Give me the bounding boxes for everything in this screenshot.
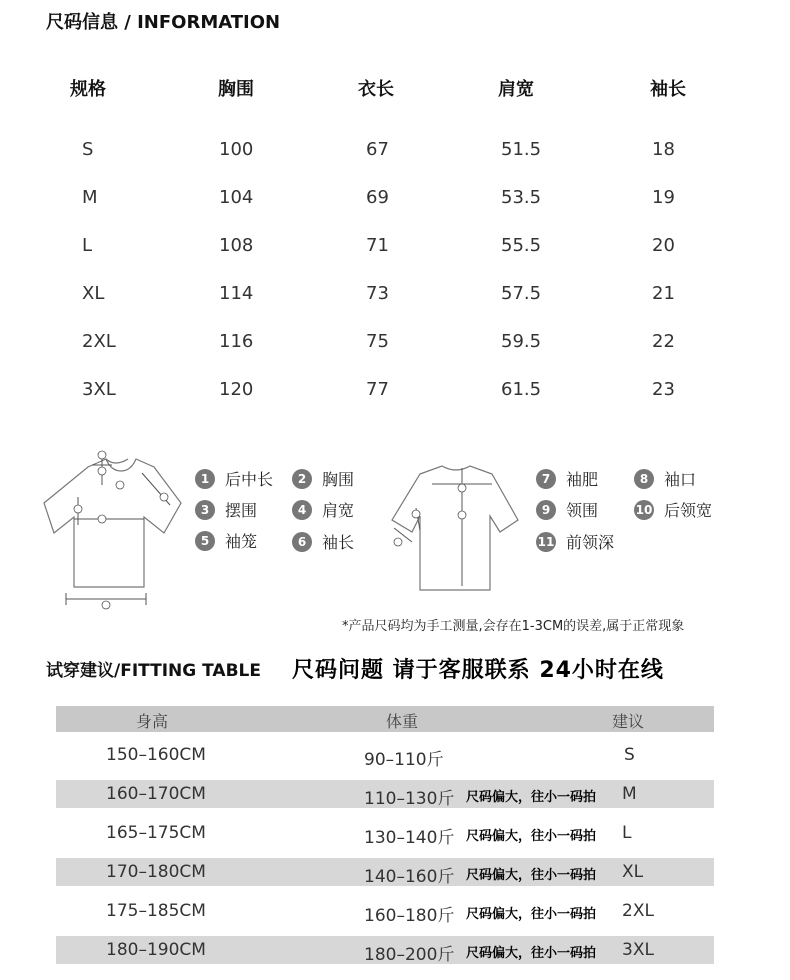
cell-length: 67 (366, 139, 389, 160)
table-row (56, 936, 714, 964)
legend-number: 1 (195, 469, 215, 489)
legend-label: 袖长 (322, 533, 355, 552)
cell-chest: 104 (219, 187, 254, 208)
cell-height: 175–185CM (106, 901, 206, 921)
fitting-table-header (56, 706, 714, 732)
cell-shoulder: 55.5 (501, 235, 542, 256)
cell-tip: 尺码偏大，往小一码拍 (466, 829, 597, 844)
legend-label: 胸围 (322, 470, 355, 489)
cell-weight: 130–140斤 (364, 828, 455, 848)
cell-height: 160–170CM (106, 784, 206, 804)
legend-number: 9 (536, 500, 556, 520)
tshirt-back-diagram (386, 460, 526, 595)
cell-height: 165–175CM (106, 823, 206, 843)
cell-shoulder: 51.5 (501, 139, 542, 160)
cell-size: XL (622, 862, 644, 882)
cell-weight: 160–180斤 (364, 906, 455, 926)
cell-shoulder: 53.5 (501, 187, 542, 208)
legend-item (536, 467, 598, 490)
legend-item (195, 529, 257, 552)
cell-size: S (624, 745, 635, 765)
legend-item (292, 498, 354, 521)
measurement-note: *产品尺码均为手工测量,会存在1-3CM的误差,属于正常现象 (342, 619, 685, 634)
legend-number: 5 (195, 531, 215, 551)
cell-shoulder: 59.5 (501, 331, 542, 352)
cell-chest: 108 (219, 235, 254, 256)
legend-label: 后领宽 (664, 501, 713, 520)
cell-shoulder: 61.5 (501, 379, 542, 400)
header-length: 衣长 (358, 79, 394, 100)
cell-weight: 90–110斤 (364, 750, 444, 770)
legend-item (195, 467, 273, 490)
cell-size: 3XL (622, 940, 654, 960)
cell-size: 2XL (82, 331, 116, 352)
table-row (56, 780, 714, 808)
cell-size: S (82, 139, 94, 160)
cell-chest: 114 (219, 283, 254, 304)
legend-number: 8 (634, 469, 654, 489)
cell-sleeve: 20 (652, 235, 675, 256)
cell-sleeve: 19 (652, 187, 675, 208)
cell-size: L (82, 235, 93, 256)
cell-tip: 尺码偏大，往小一码拍 (466, 907, 597, 922)
cell-height: 180–190CM (106, 940, 206, 960)
cell-height: 150–160CM (106, 745, 206, 765)
cell-sleeve: 22 (652, 331, 675, 352)
cell-weight: 180–200斤 (364, 945, 455, 965)
legend-item (292, 530, 354, 553)
cell-size: M (622, 784, 637, 804)
table-row (56, 858, 714, 886)
cell-size: 2XL (622, 901, 654, 921)
legend-label: 袖口 (664, 470, 697, 489)
legend-number: 6 (292, 532, 312, 552)
header-shoulder: 肩宽 (498, 79, 534, 100)
size-info-title: 尺码信息 / INFORMATION (46, 12, 281, 33)
legend-number: 2 (292, 469, 312, 489)
legend-number: 3 (195, 500, 215, 520)
legend-label: 领围 (566, 501, 599, 520)
cell-size: 3XL (82, 379, 116, 400)
header-spec: 规格 (70, 79, 106, 100)
cell-weight: 140–160斤 (364, 867, 455, 887)
cell-weight: 110–130斤 (364, 789, 455, 809)
legend-item (634, 467, 696, 490)
cell-height: 170–180CM (106, 862, 206, 882)
cell-tip: 尺码偏大，往小一码拍 (466, 946, 597, 961)
header-suggestion: 建议 (612, 712, 645, 731)
legend-item (195, 498, 257, 521)
legend-item (292, 467, 354, 490)
legend-label: 摆围 (225, 501, 258, 520)
table-row (56, 819, 714, 847)
cell-sleeve: 21 (652, 283, 675, 304)
cell-sleeve: 18 (652, 139, 675, 160)
cell-length: 71 (366, 235, 389, 256)
legend-number: 10 (634, 500, 654, 520)
legend-label: 肩宽 (322, 501, 355, 520)
header-chest: 胸围 (218, 79, 254, 100)
header-weight: 体重 (386, 712, 419, 731)
cell-length: 77 (366, 379, 389, 400)
cell-tip: 尺码偏大，往小一码拍 (466, 868, 597, 883)
fitting-title: 试穿建议/FITTING TABLE (46, 661, 261, 681)
cell-size: M (82, 187, 98, 208)
header-height: 身高 (136, 712, 169, 731)
cell-length: 73 (366, 283, 389, 304)
cell-length: 69 (366, 187, 389, 208)
customer-service-banner: 尺码问题 请于客服联系 24小时在线 (292, 658, 664, 683)
cell-shoulder: 57.5 (501, 283, 542, 304)
cell-tip: 尺码偏大，往小一码拍 (466, 790, 597, 805)
cell-length: 75 (366, 331, 389, 352)
legend-number: 7 (536, 469, 556, 489)
legend-label: 袖肥 (566, 470, 599, 489)
cell-size: XL (82, 283, 105, 304)
legend-label: 后中长 (225, 470, 274, 489)
legend-item (634, 498, 712, 521)
legend-item (536, 498, 598, 521)
legend-number: 4 (292, 500, 312, 520)
cell-sleeve: 23 (652, 379, 675, 400)
legend-label: 前领深 (566, 533, 615, 552)
header-sleeve: 袖长 (650, 79, 686, 100)
legend-label: 袖笼 (225, 532, 258, 551)
cell-chest: 116 (219, 331, 254, 352)
cell-chest: 100 (219, 139, 254, 160)
table-row (56, 741, 714, 769)
table-row (56, 897, 714, 925)
legend-item (536, 530, 614, 553)
legend-number: 11 (536, 532, 556, 552)
cell-size: L (622, 823, 632, 843)
cell-chest: 120 (219, 379, 254, 400)
tshirt-front-diagram (40, 445, 190, 615)
